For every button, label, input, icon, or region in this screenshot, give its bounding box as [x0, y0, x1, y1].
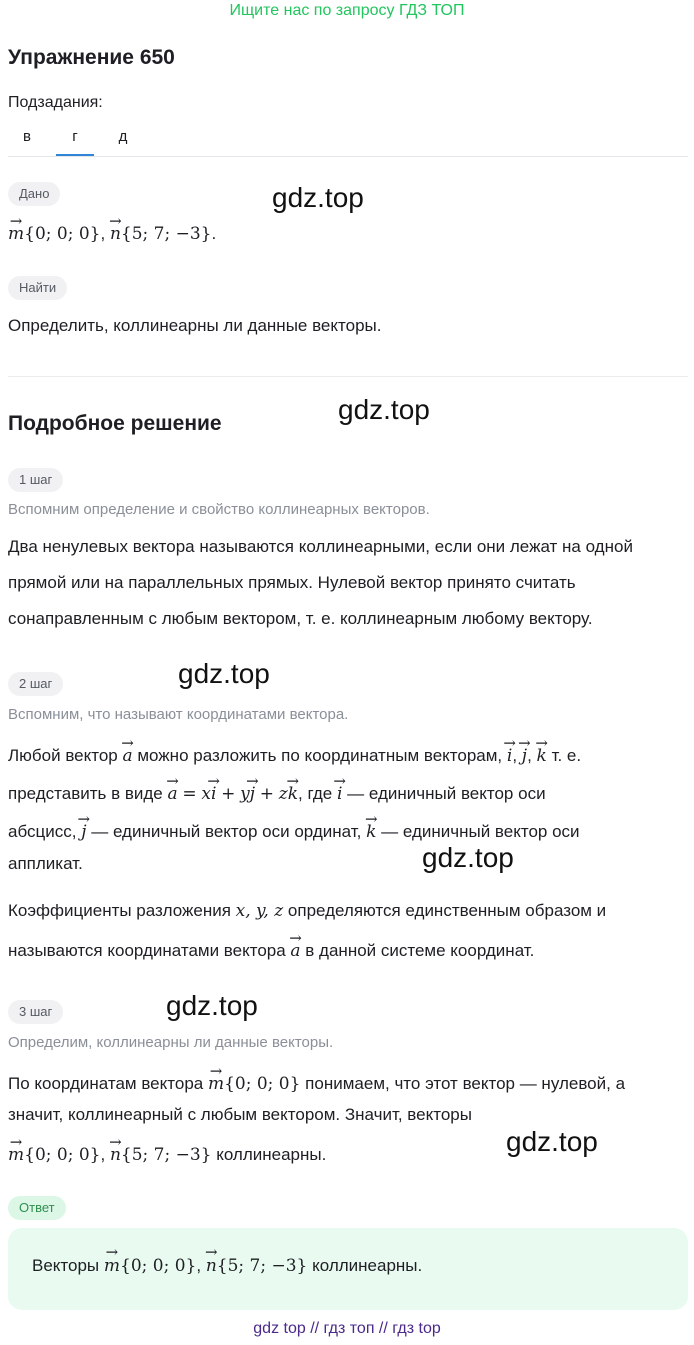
- subtasks-label: Подзадания:: [8, 94, 103, 111]
- step-3-hint: Определим, коллинеарны ли данные векторы.: [8, 1034, 334, 1051]
- find-chip: Найти: [8, 276, 67, 300]
- search-hint-link[interactable]: Ищите нас по запросу ГДЗ ТОП: [229, 2, 465, 19]
- step-1-line-1: Два ненулевых вектора называются коллинеарными, если они лежат на одной: [8, 537, 633, 556]
- step-3-line-2: значит, коллинеарный с любым вектором. Значит, векторы: [8, 1105, 472, 1124]
- vector-m: → m: [8, 212, 24, 252]
- step-2-line-6: называются координатами вектора → a в данной системе координат.: [8, 929, 688, 969]
- vector-j: → j: [522, 734, 527, 774]
- watermark: gdz.top: [422, 842, 514, 873]
- solution-title: Подробное решение: [8, 412, 222, 435]
- footer-links[interactable]: gdz top // гдз топ // гдз top: [253, 1320, 441, 1337]
- watermark: gdz.top: [506, 1126, 598, 1157]
- given-vectors: [8, 212, 688, 252]
- watermark: gdz.top: [272, 182, 364, 213]
- section-divider: [8, 376, 688, 377]
- step-1-line-3: сонаправленным с любым вектором, т. е. коллинеарным любому вектору.: [8, 609, 593, 628]
- step-2-line-5: Коэффициенты разложения x, y, z определяются единственным образом и: [8, 901, 607, 921]
- step-2-line-3: абсцисс, → j — единичный вектор оси ординат, → k — единичный вектор оси: [8, 810, 688, 850]
- watermark: gdz.top: [178, 658, 270, 689]
- tab-v[interactable]: в: [23, 128, 31, 145]
- subtask-tabs: [8, 118, 688, 157]
- step-2-line-2: представить в виде → a = x→ i + y→ j + z→ k, где → i — единичный вектор оси: [8, 772, 688, 812]
- step-2-line-4: аппликат.: [8, 854, 83, 873]
- watermark: gdz.top: [338, 394, 430, 425]
- find-text: Определить, коллинеарны ли данные векторы.: [8, 316, 382, 335]
- vector-a: → a: [122, 734, 132, 774]
- step-3-line-3: → m{0; 0; 0}, → n{5; 7; −3} коллинеарны.: [8, 1133, 688, 1173]
- vector-n: → n: [110, 212, 121, 252]
- watermark: gdz.top: [166, 990, 258, 1021]
- step-1-line-2: прямой или на параллельных прямых. Нулевой вектор принято считать: [8, 573, 576, 592]
- tab-d[interactable]: д: [118, 128, 128, 145]
- n-coords: {5; 7; −3}: [120, 224, 212, 244]
- step-2-line-1: Любой вектор → a можно разложить по координатным векторам, → i, → j, → k т. е.: [8, 734, 688, 774]
- page-title: Упражнение 650: [8, 46, 175, 69]
- step-1-chip: 1 шаг: [8, 468, 63, 492]
- step-2-chip: 2 шаг: [8, 672, 63, 696]
- tab-g[interactable]: г: [56, 128, 94, 156]
- vector-k: → k: [537, 734, 547, 774]
- vector-i: → i: [507, 734, 512, 774]
- step-3-line-1: По координатам вектора → m{0; 0; 0} понимаем, что этот вектор — нулевой, а: [8, 1062, 688, 1102]
- answer-text: Векторы → m{0; 0; 0}, → n{5; 7; −3} коллинеарны.: [32, 1252, 422, 1276]
- sep: ,: [100, 224, 106, 243]
- answer-chip: Ответ: [8, 1196, 66, 1220]
- end-dot: .: [211, 224, 217, 243]
- step-3-chip: 3 шаг: [8, 1000, 63, 1024]
- answer-box: [8, 1228, 688, 1310]
- step-1-hint: Вспомним определение и свойство коллинеарных векторов.: [8, 501, 430, 518]
- m-coords: {0; 0; 0}: [24, 224, 101, 244]
- step-2-hint: Вспомним, что называют координатами вектора.: [8, 706, 349, 723]
- given-chip: Дано: [8, 182, 60, 206]
